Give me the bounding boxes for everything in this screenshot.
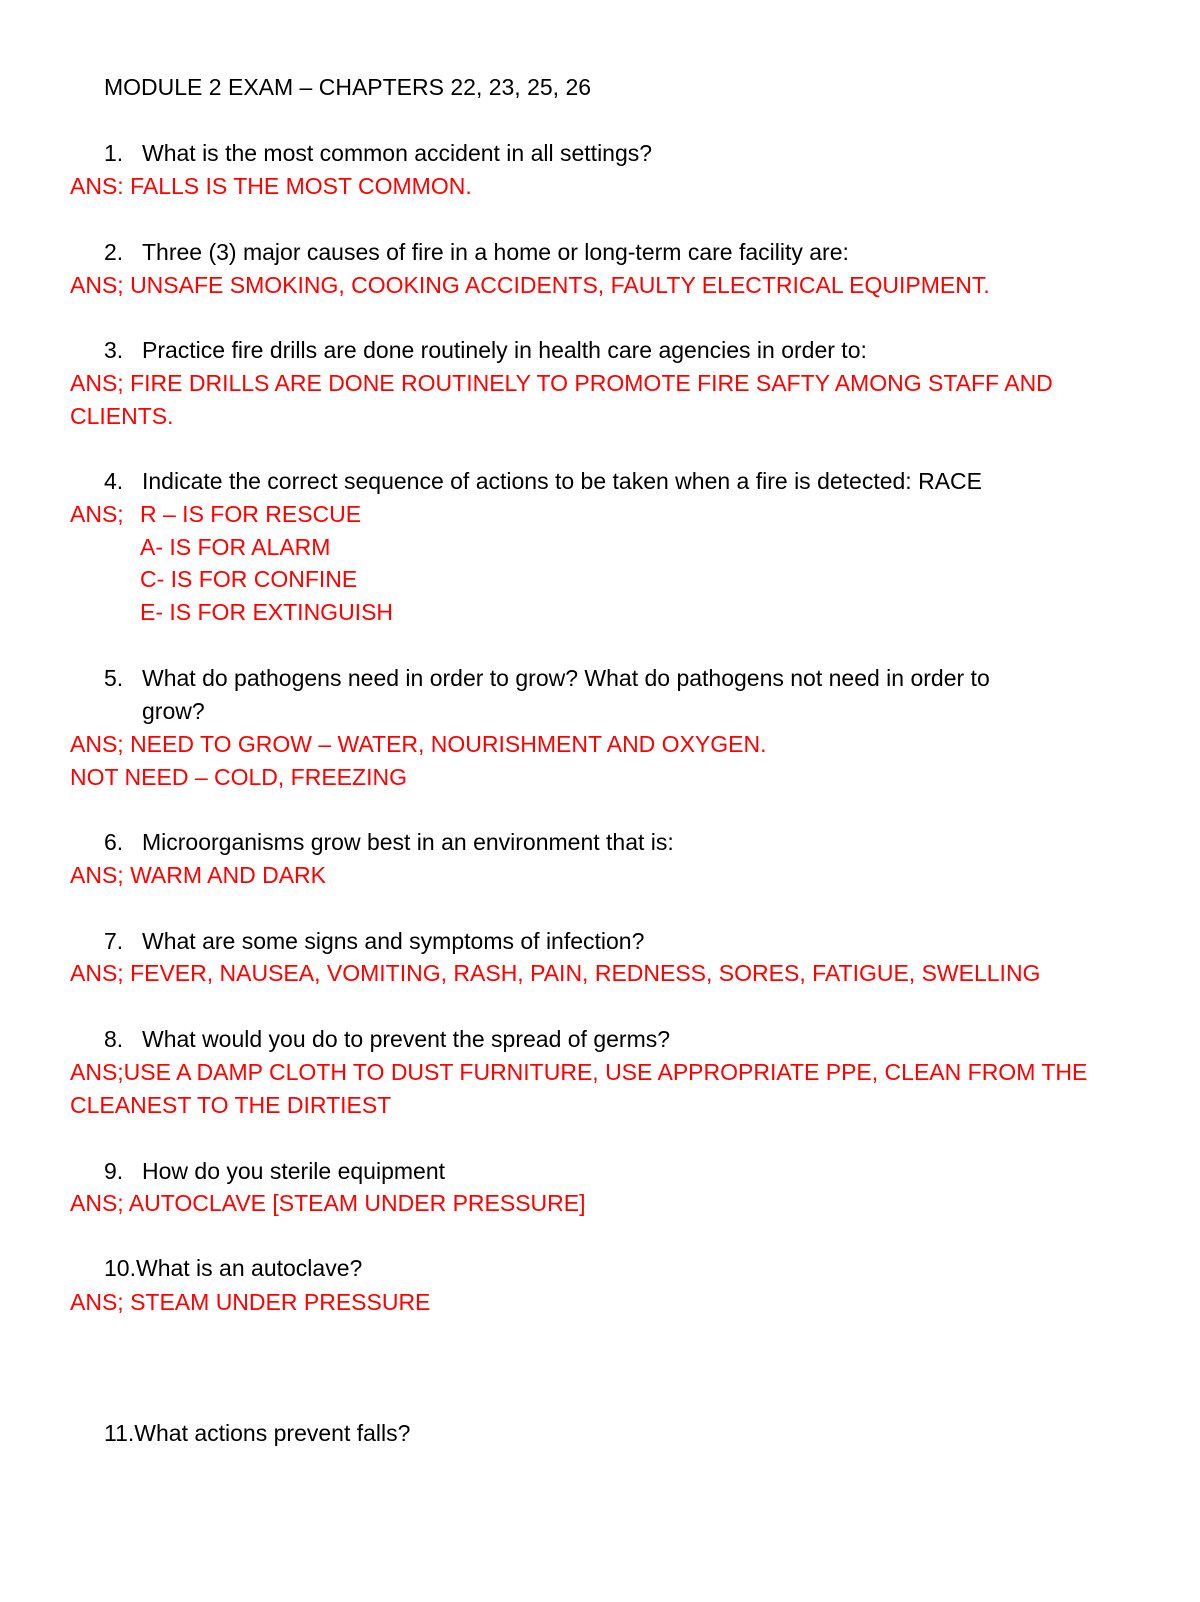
answer-3-line-2: CLIENTS. — [70, 403, 174, 429]
answer-2-line-1: ANS; UNSAFE SMOKING, COOKING ACCIDENTS, FAULTY ELECTRICAL EQUIPMENT. — [70, 272, 990, 298]
question-text: Practice fire drills are done routinely in health care agencies in order to: — [142, 337, 867, 363]
question-text: What do pathogens need in order to grow? What do pathogens not need in order to — [142, 665, 990, 691]
question-text: Indicate the correct sequence of actions to be taken when a fire is detected: RACE — [142, 468, 982, 494]
answer-9-line-1: ANS; AUTOCLAVE [STEAM UNDER PRESSURE] — [70, 1190, 586, 1216]
question-5 — [104, 661, 990, 695]
question-10 — [104, 1251, 362, 1285]
question-number: 6. — [104, 829, 124, 855]
question-number: 5. — [104, 665, 124, 691]
question-1 — [104, 136, 652, 170]
race-extinguish: E- IS FOR EXTINGUISH — [140, 599, 394, 625]
question-number: 3. — [104, 337, 124, 363]
question-number: 2. — [104, 239, 124, 265]
answer-1-line-1: ANS: FALLS IS THE MOST COMMON. — [70, 173, 472, 199]
question-11 — [104, 1416, 410, 1450]
race-confine: C- IS FOR CONFINE — [140, 566, 358, 592]
answer-5-line-2: NOT NEED – COLD, FREEZING — [70, 764, 407, 790]
answer-3-line-1: ANS; FIRE DRILLS ARE DONE ROUTINELY TO PROMOTE FIRE SAFTY AMONG STAFF AND — [70, 370, 1053, 396]
question-5-continued: grow? — [142, 698, 205, 724]
question-3 — [104, 333, 867, 367]
question-number: 10. — [104, 1255, 136, 1281]
question-7 — [104, 924, 644, 958]
race-rescue: R – IS FOR RESCUE — [140, 501, 362, 527]
question-text: What are some signs and symptoms of infection? — [142, 928, 645, 954]
question-number: 1. — [104, 140, 124, 166]
question-number: 4. — [104, 468, 124, 494]
question-9 — [104, 1154, 445, 1188]
question-number: 7. — [104, 928, 124, 954]
answer-5-line-1: ANS; NEED TO GROW – WATER, NOURISHMENT AND OXYGEN. — [70, 731, 767, 757]
question-text: What is an autoclave? — [135, 1255, 363, 1281]
answer-10-line-1: ANS; STEAM UNDER PRESSURE — [70, 1289, 431, 1315]
question-text: How do you sterile equipment — [142, 1158, 445, 1184]
question-text: What is the most common accident in all settings? — [142, 140, 653, 166]
answer-8-line-2: CLEANEST TO THE DIRTIEST — [70, 1092, 392, 1118]
question-number: 9. — [104, 1158, 124, 1184]
question-number: 8. — [104, 1026, 124, 1052]
answer-6-line-1: ANS; WARM AND DARK — [70, 862, 327, 888]
answer-8-line-1: ANS;USE A DAMP CLOTH TO DUST FURNITURE, USE APPROPRIATE PPE, CLEAN FROM THE — [70, 1059, 1088, 1085]
question-text: What actions prevent falls? — [134, 1420, 411, 1446]
answer-4-prefix: ANS; — [70, 501, 124, 527]
question-text: What would you do to prevent the spread of germs? — [142, 1026, 671, 1052]
question-2 — [104, 235, 849, 269]
answer-7-line-1: ANS; FEVER, NAUSEA, VOMITING, RASH, PAIN, REDNESS, SORES, FATIGUE, SWELLING — [70, 960, 1041, 986]
question-number: 11. — [104, 1420, 135, 1446]
question-4 — [104, 464, 982, 498]
race-alarm: A- IS FOR ALARM — [140, 534, 331, 560]
question-text: Three (3) major causes of fire in a home or long-term care facility are: — [142, 239, 849, 265]
question-8 — [104, 1022, 670, 1056]
page-title: MODULE 2 EXAM – CHAPTERS 22, 23, 25, 26 — [104, 74, 592, 100]
question-text: Microorganisms grow best in an environment that is: — [142, 829, 674, 855]
question-6 — [104, 825, 674, 859]
